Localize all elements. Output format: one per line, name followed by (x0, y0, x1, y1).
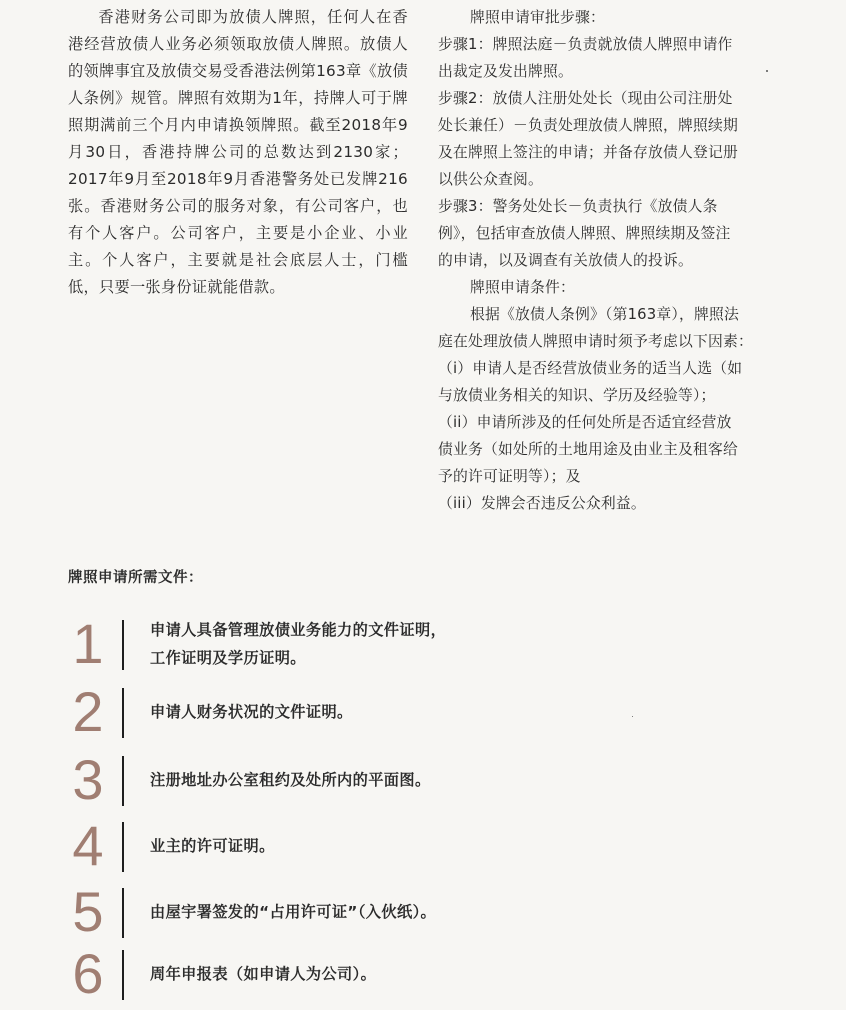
divider-bar (122, 822, 124, 872)
conditions-intro-line: 庭在处理放债人牌照申请时须予考虑以下因素： (438, 333, 753, 350)
condition-line: 予的许可证明等）；及 (438, 468, 581, 485)
approval-steps-heading: 牌照申请审批步骤： (470, 9, 605, 26)
condition-line: 债业务（如处所的土地用途及由业主及租客给 (438, 441, 738, 458)
approval-line: 出裁定及发出牌照。 (438, 63, 573, 80)
approval-line: 步骤2：放债人注册处处长（现由公司注册处 (438, 90, 733, 107)
divider-bar (122, 620, 124, 670)
document-item-1 (68, 612, 768, 680)
item-text (150, 752, 431, 794)
print-speck (766, 70, 768, 72)
print-speck (632, 716, 633, 717)
item-number: 3 (72, 748, 104, 811)
divider-bar (122, 888, 124, 938)
approval-line: 例》，包括审查放债人牌照、牌照续期及签注 (438, 225, 731, 242)
conditions-intro-line: 根据《放债人条例》（第163章），牌照法 (470, 306, 739, 323)
item-text (150, 616, 446, 672)
item-number: 6 (72, 942, 104, 1005)
item-number: 4 (72, 814, 104, 877)
condition-line: 与放债业务相关的知识、学历及经验等）； (438, 387, 716, 404)
item-line: 注册地址办公室租约及处所内的平面图。 (150, 771, 431, 789)
condition-line: （i）申请人是否经营放债业务的适当人选（如 (438, 360, 743, 377)
item-number: 1 (72, 612, 104, 675)
divider-bar (122, 950, 124, 1000)
item-line: 周年申报表（如申请人为公司）。 (150, 965, 377, 983)
approval-line: 的申请，以及调查有关放债人的投诉。 (438, 252, 693, 269)
item-text (150, 884, 436, 926)
condition-line: （ii）申请所涉及的任何处所是否适宜经营放 (438, 414, 732, 431)
item-text (150, 818, 275, 860)
item-line: 申请人财务状况的文件证明。 (150, 703, 353, 721)
approval-line: 步骤3：警务处处长－负责执行《放债人条 (438, 198, 718, 215)
item-line: 由屋宇署签发的“占用许可证”（入伙纸）。 (150, 903, 437, 921)
approval-line: 以供公众查阅。 (438, 171, 543, 188)
item-line: 工作证明及学历证明。 (150, 649, 306, 667)
approval-line: 步骤1：牌照法庭－负责就放债人牌照申请作 (438, 36, 733, 53)
license-process-column (438, 4, 788, 517)
document-item-3 (68, 748, 768, 816)
approval-line: 及在牌照上签注的申请；并备存放债人登记册 (438, 144, 738, 161)
item-line: 业主的许可证明。 (150, 837, 275, 855)
condition-line: （iii）发牌会否违反公众利益。 (438, 495, 646, 512)
document-item-2 (68, 680, 768, 748)
item-number: 2 (72, 680, 104, 743)
document-item-4 (68, 814, 768, 882)
intro-paragraph: 香港财务公司即为放债人牌照，任何人在香港经营放债人业务必须领取放债人牌照。放债人的领牌事宜及放债交易受香港法例第163章《放债人条例》规管。牌照有效期为1年，持牌人可于牌照期满前三个月内申请换领牌照。截至2018年9月30日，香港持牌公司的总数达到2130家；2017年9月至2018年9月香港警务处已发牌216张。香港财务公司的服务对象，有公司客户，也有个人客户。公司客户，主要是小企业、小业主。个人客户，主要就是社会底层人士，门槛低，只要一张身份证就能借款。 (68, 8, 408, 296)
intro-column (68, 4, 408, 301)
item-line: 申请人具备管理放债业务能力的文件证明， (150, 621, 447, 639)
approval-line: 处长兼任）－负责处理放债人牌照，牌照续期 (438, 117, 738, 134)
document-item-6 (68, 942, 768, 1010)
document-item-5 (68, 880, 768, 948)
divider-bar (122, 756, 124, 806)
required-documents-title: 牌照申请所需文件： (68, 570, 203, 586)
item-number: 5 (72, 880, 104, 943)
divider-bar (122, 688, 124, 738)
item-text (150, 946, 376, 988)
item-text (150, 684, 353, 726)
conditions-heading: 牌照申请条件： (470, 279, 575, 296)
